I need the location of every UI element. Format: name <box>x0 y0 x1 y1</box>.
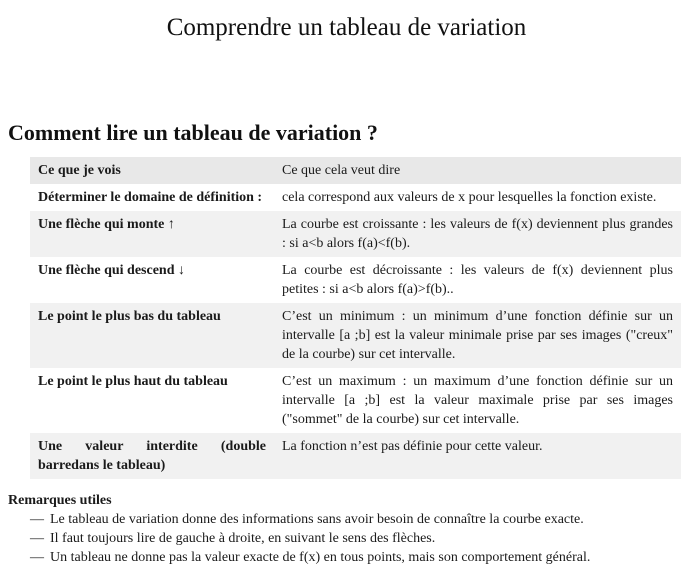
remarks-title: Remarques utiles <box>8 493 112 508</box>
row-meaning: C’est un maximum : un maximum d’une fonction définie sur un intervalle [a ;b] est la valeur maximale prise par ses images ("sommet" de la courbe) sur cet intervalle. <box>282 374 673 427</box>
remark-text: Il faut toujours lire de gauche à droite, en suivant le sens des flèches. <box>50 531 436 546</box>
row-meaning: La courbe est croissante : les valeurs de f(x) deviennent plus grandes : si a<b alors f(a)<f(b). <box>282 217 673 251</box>
table-row <box>30 303 681 368</box>
remarks-list <box>30 510 590 567</box>
variation-table <box>30 157 681 479</box>
dash-bullet: — <box>30 550 44 565</box>
remark-text: Le tableau de variation donne des informations sans avoir besoin de connaître la courbe exacte. <box>50 512 584 527</box>
header-right: Ce que cela veut dire <box>282 163 401 178</box>
table-header-row <box>30 157 681 184</box>
row-meaning: cela correspond aux valeurs de x pour lesquelles la fonction existe. <box>282 190 657 205</box>
header-left: Ce que je vois <box>38 163 121 178</box>
page-title: Comprendre un tableau de variation <box>166 14 527 41</box>
list-item <box>30 548 590 567</box>
table-row <box>30 368 681 433</box>
row-meaning: La courbe est décroissante : les valeurs de f(x) deviennent plus petites : si a<b alors f(a)>f(b).. <box>282 263 673 297</box>
list-item <box>30 529 590 548</box>
table-row <box>30 257 681 303</box>
table-row <box>30 184 681 211</box>
section-heading: Comment lire un tableau de variation ? <box>8 120 378 145</box>
row-term: Le point le plus bas du tableau <box>38 309 221 324</box>
remark-text: Un tableau ne donne pas la valeur exacte de f(x) en tous points, mais son comportement général. <box>50 550 591 565</box>
row-term: Une flèche qui monte ↑ <box>38 217 175 232</box>
row-meaning: C’est un minimum : un minimum d’une fonction définie sur un intervalle [a ;b] est la valeur minimale prise par ses images ("creux" de la courbe) sur cet intervalle. <box>282 309 673 362</box>
dash-bullet: — <box>30 531 44 546</box>
list-item <box>30 510 590 529</box>
table-row <box>30 211 681 257</box>
row-term: Une flèche qui descend ↓ <box>38 263 185 278</box>
table-row <box>30 433 681 479</box>
row-meaning: La fonction n’est pas définie pour cette valeur. <box>282 439 543 454</box>
row-term: Déterminer le domaine de définition : <box>38 190 263 205</box>
dash-bullet: — <box>30 512 44 527</box>
row-term: Une valeur interdite (double barredans le tableau) <box>38 439 266 473</box>
row-term: Le point le plus haut du tableau <box>38 374 228 389</box>
